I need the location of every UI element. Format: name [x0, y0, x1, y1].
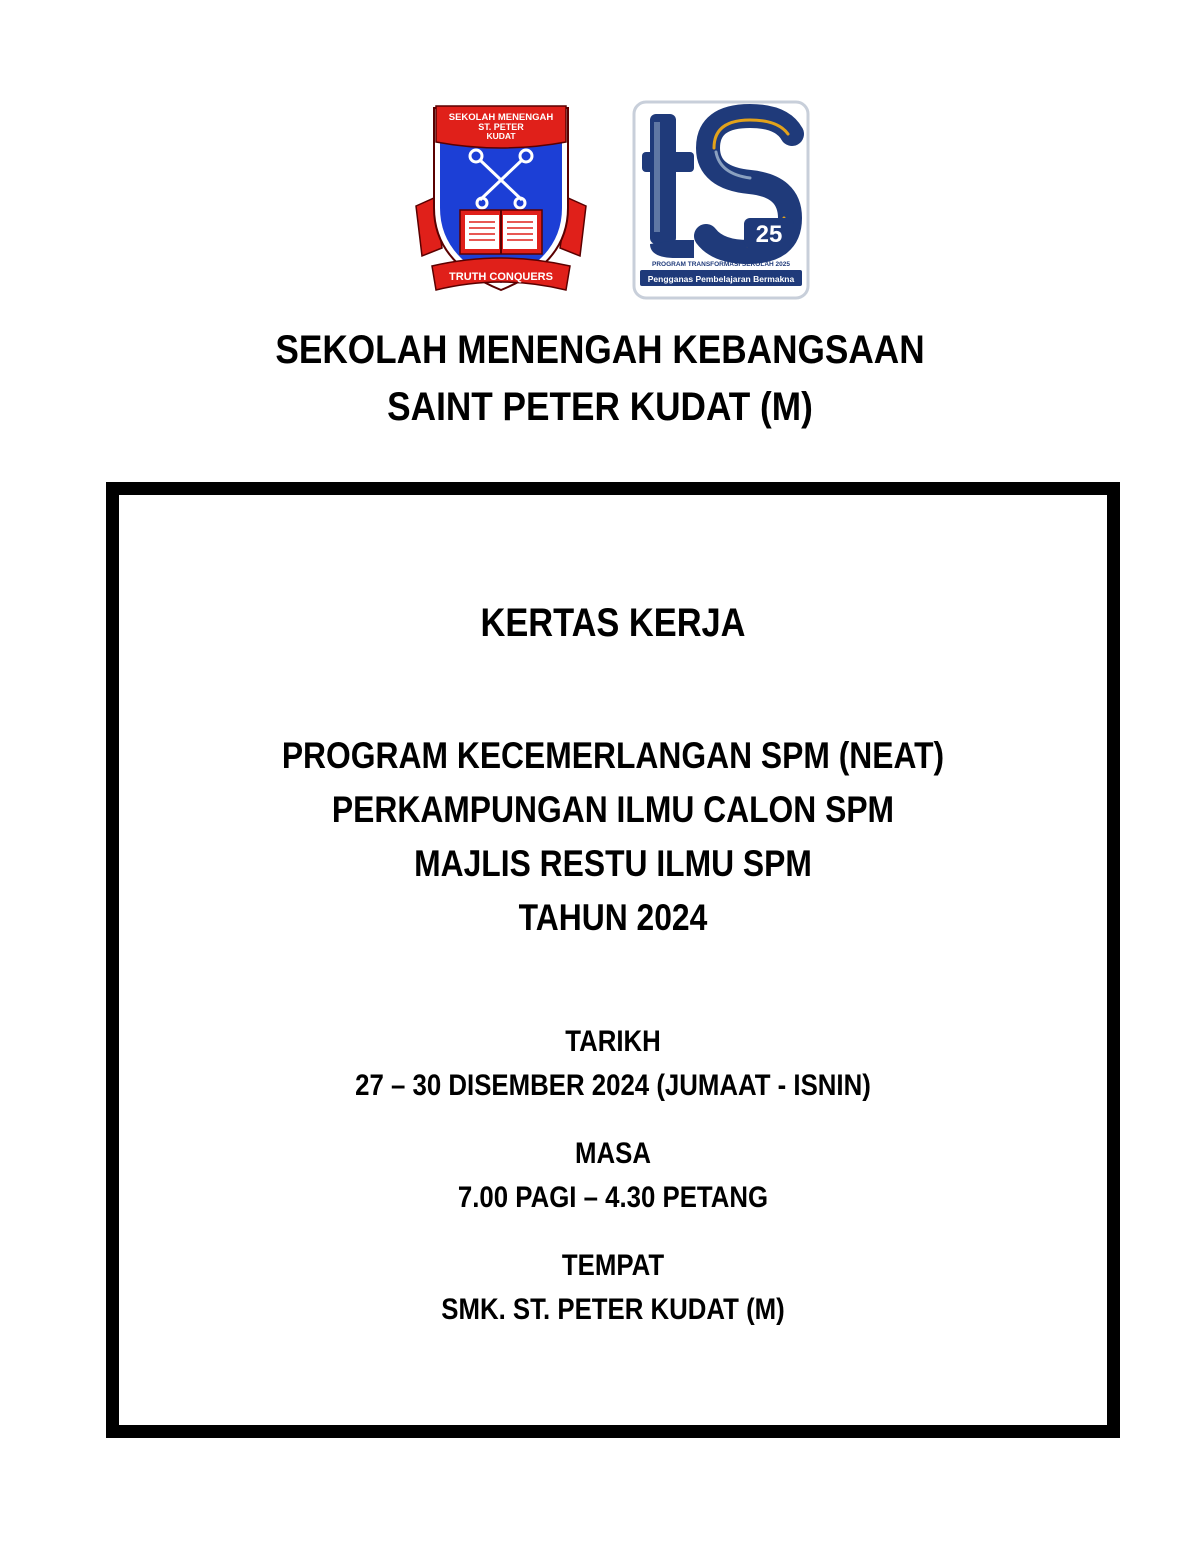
date-value: 27 – 30 DISEMBER 2024 (JUMAAT - ISNIN) — [355, 1069, 871, 1102]
content-frame — [106, 482, 1120, 1438]
venue-value: SMK. ST. PETER KUDAT (M) — [441, 1293, 785, 1326]
program-line-2: PERKAMPUNGAN ILMU CALON SPM — [331, 789, 895, 830]
school-name-line2: SAINT PETER KUDAT (M) — [387, 385, 813, 429]
crest-motto: TRUTH CONQUERS — [449, 271, 553, 283]
venue-label: TEMPAT — [561, 1249, 665, 1282]
crest-banner-line2: ST. PETER — [478, 122, 524, 132]
open-book-icon — [460, 210, 542, 254]
ts25-caption-small: PROGRAM TRANSFORMASI SEKOLAH 2025 — [652, 261, 790, 268]
school-crest-logo — [412, 98, 590, 298]
ts25-caption: Pengganas Pembelajaran Bermakna — [647, 274, 795, 284]
program-line-1: PROGRAM KECEMERLANGAN SPM (NEAT) — [281, 735, 945, 776]
school-name-line1: SEKOLAH MENENGAH KEBANGSAAN — [275, 328, 925, 372]
crest-banner-line3: KUDAT — [486, 131, 516, 141]
time-label: MASA — [575, 1137, 651, 1170]
program-line-4: TAHUN 2024 — [518, 897, 708, 938]
date-label: TARIKH — [565, 1025, 661, 1058]
ts25-number: 25 — [755, 221, 783, 248]
crest-banner-line1: SEKOLAH MENENGAH — [448, 112, 554, 123]
program-line-3: MAJLIS RESTU ILMU SPM — [414, 843, 812, 884]
ts25-logo — [632, 100, 810, 300]
time-value: 7.00 PAGI – 4.30 PETANG — [457, 1181, 769, 1214]
document-type-title: KERTAS KERJA — [480, 601, 746, 645]
